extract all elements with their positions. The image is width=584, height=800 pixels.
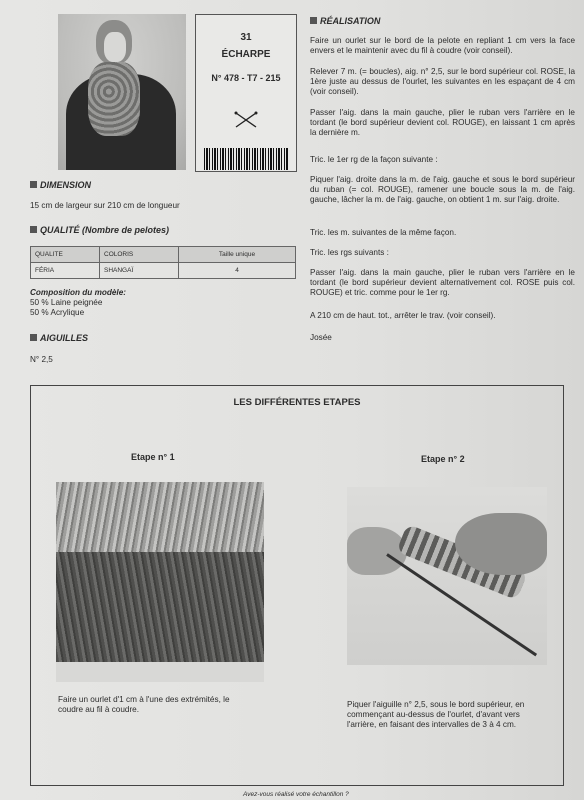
realisation-paragraph: Tric. les m. suivantes de la même façon.: [310, 228, 457, 237]
pattern-number: 31: [240, 32, 252, 43]
realisation-paragraph: Tric. le 1er rg de la façon suivante :: [310, 155, 438, 164]
table-header-cell: COLORIS: [100, 247, 179, 263]
model-photo: [58, 14, 186, 170]
step-2-title: Etape n° 2: [421, 454, 465, 464]
table-row: [31, 263, 296, 279]
quality-table: [30, 246, 296, 279]
composition-line: 50 % Acrylique: [30, 308, 85, 317]
realisation-paragraph: Relever 7 m. (= boucles), aig. n° 2,5, sur le bord supérieur col. ROSE, la 1ère juste au dessus de l'ourlet, les suivantes en les espaçant de 4 cm (voir conseil).: [310, 67, 575, 96]
realisation-paragraph: Piquer l'aig. droite dans la m. de l'aig. gauche et sous le bord supérieur du ruban (= col. ROUGE), ramener une boucle sous la m. de l'aig. gauche, lâcher la m. de l'aig. gauche, on obtient 1 m. sur l'aig. droite.: [310, 175, 575, 204]
signature: Josée: [310, 333, 332, 342]
footer-text: Avez-vous réalisé votre échantillon ?: [243, 791, 349, 798]
steps-frame: [30, 385, 564, 786]
realisation-paragraph: Passer l'aig. dans la main gauche, plier le ruban vers l'arrière en le tordant (le bord supérieur devient col. ROUGE), en laissant 1 cm après la dernière m.: [310, 108, 575, 137]
table-header-cell: QUALITE: [31, 247, 100, 263]
step-2-caption-line: Piquer l'aiguille n° 2,5, sous le bord supérieur, en: [347, 700, 525, 709]
step-2-photo: [347, 487, 547, 665]
pattern-title: ÉCHARPE: [221, 49, 271, 60]
step-1-photo: [56, 482, 264, 682]
composition-line: 50 % Laine peignée: [30, 298, 103, 307]
dimension-text: 15 cm de largeur sur 210 cm de longueur: [30, 201, 180, 210]
table-cell: FÉRIA: [31, 263, 100, 279]
step-2-caption-line: l'arrière, en faisant des intervalles de 3 à 4 cm.: [347, 720, 517, 729]
table-cell: 4: [179, 263, 296, 279]
realisation-paragraph: Tric. les rgs suivants :: [310, 248, 389, 257]
crossed-needles-icon: [234, 111, 258, 129]
table-header-row: [31, 247, 296, 263]
pattern-code: N° 478 - T7 - 215: [211, 73, 281, 83]
step-1-caption-line: Faire un ourlet d'1 cm à l'une des extrémités, le: [58, 695, 230, 704]
step-1-title: Etape n° 1: [131, 452, 175, 462]
realisation-paragraph: A 210 cm de haut. tot., arrêter le trav. (voir conseil).: [310, 311, 496, 320]
steps-title: LES DIFFÉRENTES ETAPES: [233, 397, 361, 408]
dimension-heading: DIMENSION: [30, 180, 91, 190]
realisation-heading: RÉALISATION: [310, 16, 380, 26]
table-cell: SHANGAÏ: [100, 263, 179, 279]
composition-heading: Composition du modèle:: [30, 288, 126, 297]
realisation-paragraph: Faire un ourlet sur le bord de la pelote en repliant 1 cm vers la face envers et le maintenir avec du fil à coudre (voir conseil).: [310, 36, 575, 55]
aiguilles-text: N° 2,5: [30, 355, 53, 364]
qualite-heading: QUALITÉ (Nombre de pelotes): [30, 225, 169, 235]
realisation-paragraph: Passer l'aig. dans la main gauche, plier le ruban vers l'arrière en le tordant (le bord supérieur devient alternativement col. ROSE puis col. ROUGE) et tric. comme pour le 1er rg.: [310, 268, 575, 297]
pattern-reference-box: [195, 14, 297, 172]
step-2-caption-line: commençant au-dessus de l'ourlet, d'avant vers: [347, 710, 520, 719]
aiguilles-heading: AIGUILLES: [30, 333, 88, 343]
barcode: [204, 148, 288, 170]
step-1-caption-line: coudre au fil à coudre.: [58, 705, 140, 714]
table-header-cell: Taille unique: [179, 247, 296, 263]
